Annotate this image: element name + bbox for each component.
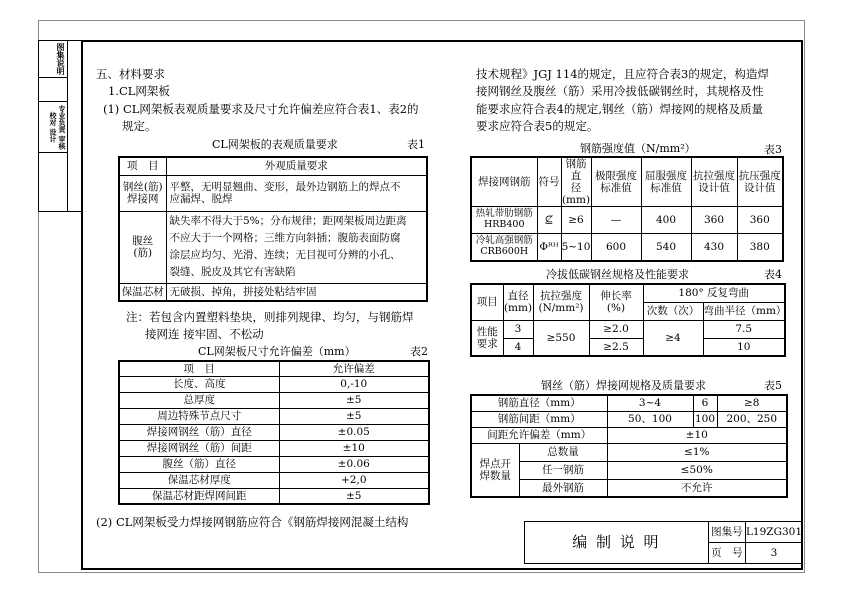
t2-header-dev: 允许偏差	[279, 361, 429, 376]
t3-r1-yield: 400	[641, 207, 691, 234]
table4-title: 冷拔低碳钢丝规格及性能要求	[546, 268, 689, 281]
t3-h-yield: 屈服强度 标准值	[641, 157, 691, 207]
t5-r1-v2: 6	[693, 395, 717, 411]
t3-r1-ult: —	[591, 207, 641, 234]
t5-r6-label: 最外钢筋	[519, 479, 607, 497]
t3-r1-dia: ≥6	[561, 207, 591, 234]
t5-r3-label: 间距允许偏差（mm）	[471, 427, 607, 443]
t4-r2-elong: ≥2.5	[589, 338, 643, 356]
table4-number: 表4	[764, 268, 782, 281]
side-strip-2	[68, 40, 81, 212]
t4-r1-dia: 3	[503, 320, 533, 338]
t3-r1-tens: 360	[691, 207, 737, 234]
t3-r1-symbol: ⊈	[537, 207, 561, 234]
t3-h-ult: 极限强度 标准值	[591, 157, 641, 207]
t4-h-bend: 180° 反复弯曲	[643, 284, 785, 302]
t1-r3-text: 无破损、掉角，拼接处粘结牢固	[166, 283, 427, 301]
atlas-no-label: 图集号	[708, 522, 745, 543]
t5-side: 焊点开 焊数量	[471, 443, 519, 497]
t2-row-value: ±5	[279, 408, 429, 424]
paragraph-line: (2) CL网架板受力焊接网钢筋应符合《钢筋焊接网混凝土结构	[96, 515, 409, 529]
t1-header-req: 外观质量要求	[166, 157, 427, 175]
t2-row-value: ±5	[279, 488, 429, 504]
t3-r2-symbol: Φᴿᴴ	[537, 234, 561, 261]
paragraph-line: 技术规程》JGJ 114的规定，且应符合表3的规定，构造焊	[476, 67, 769, 81]
t4-r2-radius: 10	[703, 338, 785, 356]
t5-r2-v2: 100	[693, 411, 717, 427]
side-strip-mid: 专业负责 审核 校对 设计	[39, 101, 67, 153]
table1-title: CL网架板的表观质量要求	[212, 138, 338, 151]
t2-row-label: 长度、高度	[119, 376, 279, 392]
table3-title: 钢筋强度值（N/mm²）	[580, 142, 696, 155]
t4-h-times: 次数（次）	[643, 302, 703, 320]
t3-r2-ult: 600	[591, 234, 641, 261]
t5-r2-v1: 50、100	[607, 411, 693, 427]
t3-r2-dia: 5~10	[561, 234, 591, 261]
t4-tensile: ≥550	[533, 320, 589, 356]
title-block	[524, 521, 803, 564]
t3-r1-rebar: 热轧带肋钢筋 HRB400	[471, 207, 537, 234]
t3-r2-tens: 430	[691, 234, 737, 261]
table5	[470, 394, 788, 498]
table5-number: 表5	[764, 379, 782, 392]
t5-r2-v3: 200、250	[717, 411, 787, 427]
t2-row-label: 保温芯材距焊网间距	[119, 488, 279, 504]
t4-r2-dia: 4	[503, 338, 533, 356]
t4-h-radius: 弯曲半径（mm）	[703, 302, 785, 320]
paragraph-line: 接网钢丝及腹丝（筋）采用冷拔低碳钢丝时，其规格及性	[476, 84, 764, 98]
t4-r1-radius: 7.5	[703, 320, 785, 338]
t1-r1-label: 钢丝(筋) 焊接网	[119, 175, 166, 211]
paragraph-line: 要求应符合表5的规定。	[476, 119, 599, 133]
t2-row-label: 保温芯材厚度	[119, 472, 279, 488]
table1	[118, 156, 428, 302]
t5-r2-label: 钢筋间距（mm）	[471, 411, 607, 427]
t4-h-item: 项目	[471, 284, 503, 320]
drawing-title: 编 制 说 明	[525, 522, 709, 564]
t3-h-dia: 钢筋直 径(mm)	[561, 158, 591, 207]
table4	[470, 283, 786, 357]
t3-r2-yield: 540	[641, 234, 691, 261]
paragraph-line: 能要求应符合表4的规定,钢丝（筋）焊接网的规格及质量	[476, 102, 763, 116]
note-line: 接网连 接牢固、不松动	[145, 327, 264, 341]
t4-times: ≥4	[643, 320, 703, 356]
t5-r6-value: 不允许	[607, 479, 787, 497]
paragraph-line: 规定。	[122, 119, 157, 133]
t3-h-tens: 抗拉强度 设计值	[691, 157, 737, 207]
t5-r4-value: ≤1%	[607, 443, 787, 461]
t2-header-item: 项 目	[119, 361, 279, 376]
t2-row-value: ±0.05	[279, 424, 429, 440]
t3-r2-rebar: 冷轧高强钢筋 CRB600H	[471, 234, 537, 261]
t2-row-label: 腹丝（筋）直径	[119, 456, 279, 472]
t2-row-label: 焊接网钢丝（筋）间距	[119, 440, 279, 456]
t3-r2-comp: 380	[737, 234, 783, 261]
t4-h-elong: 伸长率 (%)	[589, 284, 643, 320]
note-line: 注：若包含内置塑料垫块，则排列规律、均匀，与钢筋焊	[126, 310, 414, 324]
paragraph-line: (1) CL网架板表观质量要求及尺寸允许偏差应符合表1、表2的	[103, 102, 419, 116]
t4-side: 性能 要求	[471, 320, 503, 356]
t5-r4-label: 总数量	[519, 443, 607, 461]
t2-row-value: ±0.06	[279, 456, 429, 472]
t3-h-rebar: 焊接网钢筋	[471, 157, 537, 207]
t2-row-label: 总厚度	[119, 392, 279, 408]
t2-row-value: 0,-10	[279, 376, 429, 392]
section-heading: 五、材料要求	[96, 67, 165, 81]
t5-r5-label: 任一钢筋	[519, 461, 607, 479]
t4-h-tensile: 抗拉强度 (N/mm²)	[533, 284, 589, 320]
t4-h-dia: 直径 (mm)	[503, 284, 533, 320]
t2-row-value: +2,0	[279, 472, 429, 488]
t4-r1-elong: ≥2.0	[589, 320, 643, 338]
table2-title: CL网架板尺寸允许偏差（mm）	[198, 345, 356, 358]
t1-header-item: 项 目	[119, 157, 166, 175]
t2-row-value: ±10	[279, 440, 429, 456]
t2-row-label: 周边特殊节点尺寸	[119, 408, 279, 424]
table2	[118, 360, 430, 505]
t1-r2-label: 腹丝 (筋)	[119, 211, 166, 283]
t1-r1-text: 平整，无明显翘曲、变形，最外边钢筋上的焊点不 应漏焊、脱焊	[166, 175, 427, 211]
table1-number: 表1	[407, 138, 425, 151]
t5-r3-value: ±10	[607, 427, 787, 443]
t5-r5-value: ≤50%	[607, 461, 787, 479]
subsection-heading: 1.CL网架板	[108, 84, 170, 98]
table3-number: 表3	[764, 143, 782, 156]
atlas-no-value: L19ZG301	[745, 522, 802, 543]
t5-r1-label: 钢筋直径（mm）	[471, 395, 607, 411]
table3	[470, 156, 784, 262]
t1-r2-text: 缺失率不得大于5%；分布规律；距网架板周边距离 不应大于一个网格；三维方向斜插；腹筋表面防腐 涂层应均匀、光滑、连续；无目视可分辨的小孔、 裂缝、脱皮及其它有害缺陷	[166, 211, 427, 283]
table5-title: 钢丝（筋）焊接网规格及质量要求	[541, 379, 706, 392]
page-no-value: 3	[745, 543, 802, 564]
t3-r1-comp: 360	[737, 207, 783, 234]
t3-h-symbol: 符号	[537, 157, 561, 207]
t5-r1-v1: 3~4	[607, 395, 693, 411]
page-no-label: 页 号	[708, 543, 745, 564]
side-strip-top: 图集说明	[39, 41, 67, 78]
t3-h-comp: 抗压强度 设计值	[737, 157, 783, 207]
side-strip	[38, 40, 68, 212]
t1-r3-label: 保温芯材	[119, 283, 166, 301]
t5-r1-v3: ≥8	[717, 395, 787, 411]
t2-row-label: 焊接网钢丝（筋）直径	[119, 424, 279, 440]
table2-number: 表2	[410, 345, 428, 358]
t2-row-value: ±5	[279, 392, 429, 408]
